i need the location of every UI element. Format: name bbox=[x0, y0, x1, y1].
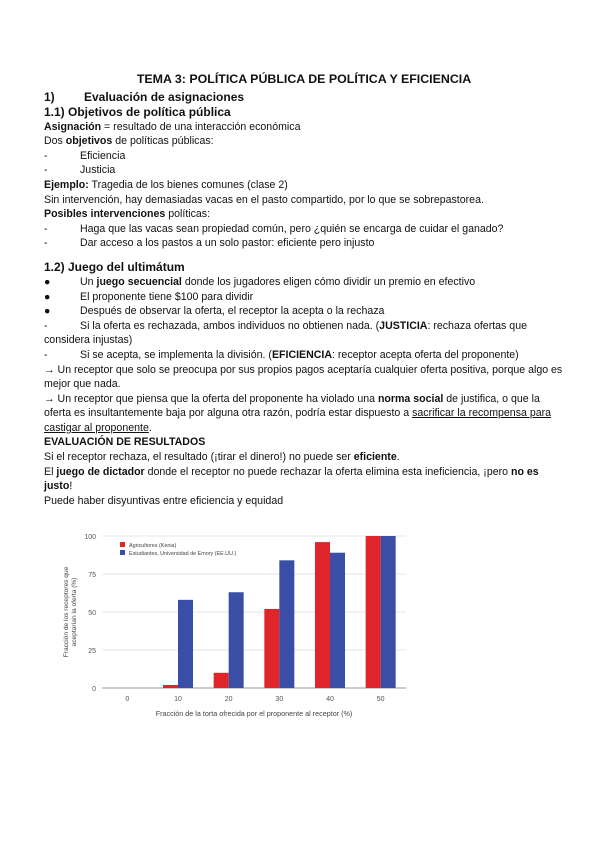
bar bbox=[229, 592, 244, 688]
y-tick-label: 100 bbox=[84, 534, 96, 541]
y-tick-label: 0 bbox=[92, 686, 96, 693]
bullet-item: ● Después de observar la oferta, el receptor la acepta o la rechaza bbox=[44, 305, 385, 318]
list-item: - Eficiencia bbox=[44, 149, 126, 162]
y-tick-label: 25 bbox=[88, 648, 96, 655]
asignacion-definition: Asignación = resultado de una interacción económica bbox=[44, 120, 301, 133]
bar bbox=[264, 609, 279, 688]
bar bbox=[214, 673, 229, 688]
document-body bbox=[44, 72, 564, 508]
bar bbox=[279, 560, 294, 688]
x-tick-label: 0 bbox=[125, 696, 130, 703]
evaluacion-line: Si el receptor rechaza, el resultado (¡tirar el dinero!) no puede ser eficiente. bbox=[44, 451, 400, 464]
bar bbox=[366, 536, 381, 688]
ultimatum-bar-chart bbox=[44, 526, 414, 722]
x-tick-label: 10 bbox=[174, 696, 182, 703]
legend-label: Agricultores (Kenia) bbox=[129, 543, 177, 549]
legend-label: Estudiantes, Universidad de Emory (EE.UU.) bbox=[129, 551, 237, 557]
x-tick-label: 50 bbox=[376, 696, 385, 703]
arrow-note: → Un receptor que solo se preocupa por sus propios pagos aceptaría cualquier oferta positiva, porque algo es mejor que nada. bbox=[44, 363, 563, 391]
evaluacion-heading: EVALUACIÓN DE RESULTADOS bbox=[44, 436, 206, 449]
list-item: - Justicia bbox=[44, 164, 116, 177]
x-tick-label: 30 bbox=[275, 696, 284, 703]
page-title: TEMA 3: POLÍTICA PÚBLICA DE POLÍTICA Y EFICIENCIA bbox=[136, 72, 472, 86]
section-1-1-heading: 1.1) Objetivos de política pública bbox=[44, 104, 231, 119]
section-1-heading bbox=[44, 90, 564, 105]
sin-intervencion-text: Sin intervención, hay demasiadas vacas en el pasto compartido, por lo que se sobrepastorea. bbox=[44, 193, 484, 206]
bar bbox=[381, 536, 396, 688]
section-1-2-heading: 1.2) Juego del ultimátum bbox=[44, 259, 185, 274]
dash-item: - Si la oferta es rechazada, ambos individuos no obtienen nada. (JUSTICIA: rechaza ofertas que considera injustas) bbox=[44, 319, 527, 347]
bullet-item: ● El proponente tiene $100 para dividir bbox=[44, 290, 254, 303]
evaluacion-line: El juego de dictador donde el receptor no puede rechazar la oferta elimina esta ineficiencia, ¡pero no es justo! bbox=[44, 465, 539, 493]
arrow-note: → Un receptor que piensa que la oferta del proponente ha violado una norma social de justifica, o que la oferta es insultantemente baja por alguna otra razón, podría estar dispuesto a sacrificar la recompensa para castigar al proponente. bbox=[44, 392, 552, 434]
bar bbox=[315, 542, 330, 688]
bar bbox=[163, 685, 178, 688]
y-tick-label: 50 bbox=[88, 610, 96, 617]
y-tick-label: 75 bbox=[88, 572, 96, 579]
section-1-number: 1) bbox=[44, 89, 55, 104]
x-tick-label: 20 bbox=[224, 696, 233, 703]
evaluacion-line: Puede haber disyuntivas entre eficiencia y equidad bbox=[44, 494, 284, 507]
intervenciones-intro: Posibles intervenciones políticas: bbox=[44, 208, 211, 221]
objetivos-intro: Dos objetivos de políticas públicas: bbox=[44, 135, 214, 148]
x-axis-label: Fracción de la torta ofrecida por el proponente al receptor (%) bbox=[155, 709, 353, 718]
list-item: - Haga que las vacas sean propiedad común, pero ¿quién se encarga de cuidar el ganado? bbox=[44, 222, 504, 235]
bullet-item: ● Un juego secuencial donde los jugadores eligen cómo dividir un premio en efectivo bbox=[44, 275, 476, 288]
bar bbox=[330, 553, 345, 688]
section-1-label: Evaluación de asignaciones bbox=[84, 89, 245, 104]
legend-swatch bbox=[120, 542, 125, 547]
y-axis-label: Fracción de los receptores queaceptarían la oferta (%) bbox=[63, 566, 78, 658]
legend-swatch bbox=[120, 550, 125, 555]
x-tick-label: 40 bbox=[326, 696, 334, 703]
dash-item: - Si se acepta, se implementa la división. (EFICIENCIA: receptor acepta oferta del proponente) bbox=[44, 348, 519, 361]
list-item: - Dar acceso a los pastos a un solo pastor: eficiente pero injusto bbox=[44, 237, 375, 250]
bar bbox=[178, 600, 193, 688]
ejemplo-line: Ejemplo: Tragedia de los bienes comunes (clase 2) bbox=[44, 178, 288, 191]
